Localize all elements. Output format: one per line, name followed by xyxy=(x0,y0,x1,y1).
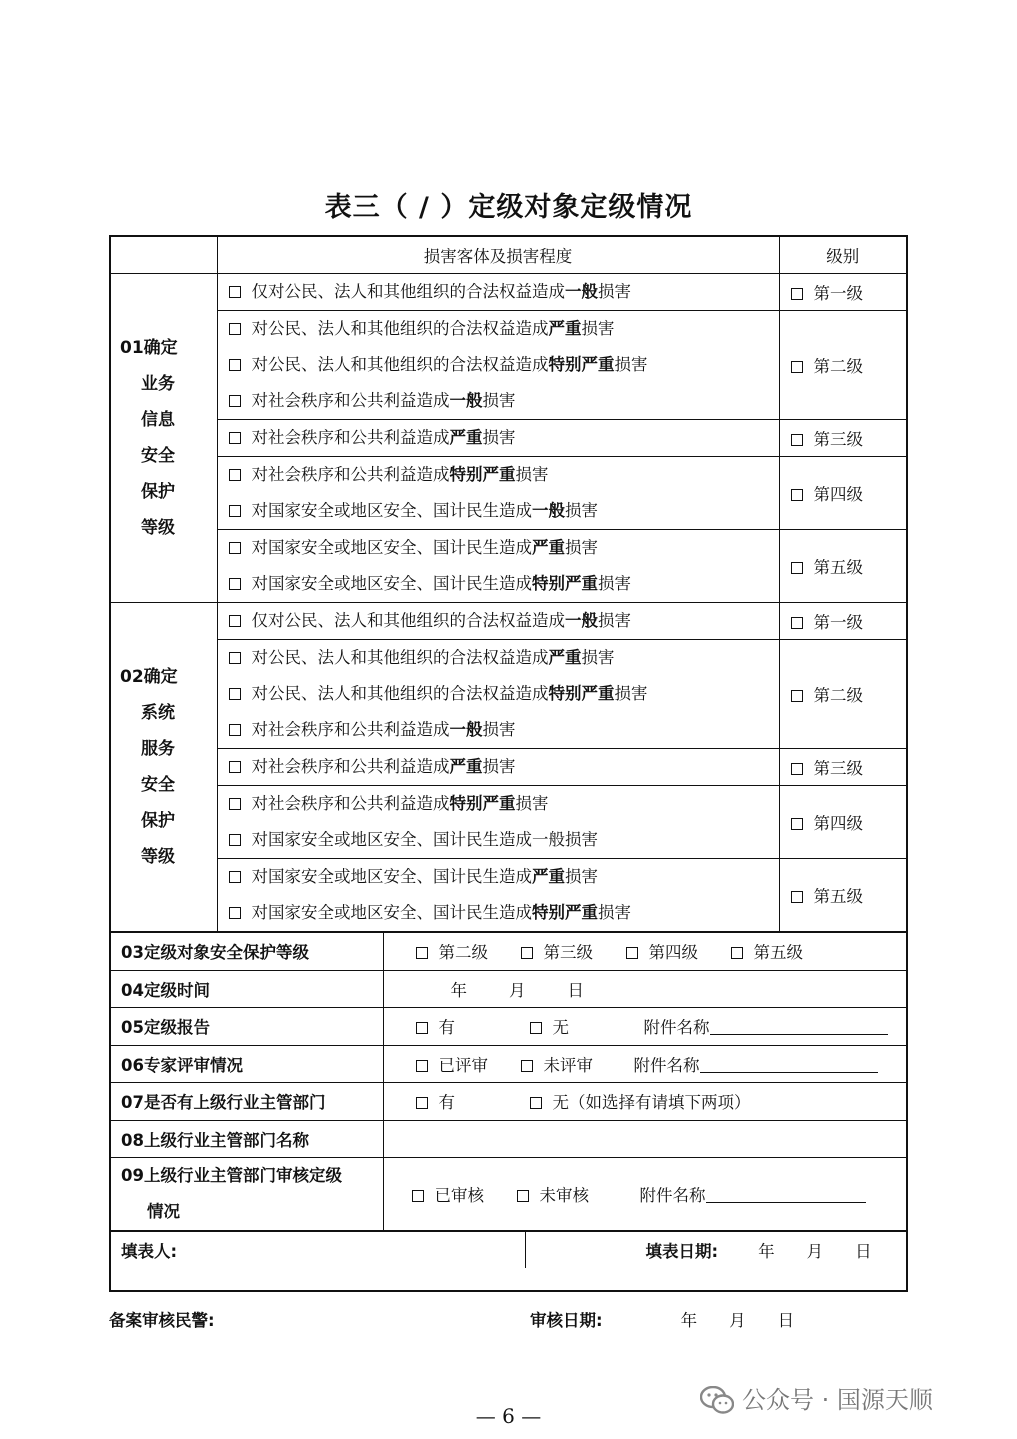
option-reviewed[interactable]: 已评审 xyxy=(416,1056,489,1075)
checkbox-icon[interactable] xyxy=(229,615,241,627)
level-option[interactable]: 第四级 xyxy=(779,457,906,530)
row-label: 09上级行业主管部门审核定级 情况 xyxy=(111,1158,383,1231)
level-option[interactable]: 第二级 xyxy=(779,640,906,749)
row-label: 07是否有上级行业主管部门 xyxy=(111,1083,383,1121)
damage-option[interactable]: 对国家安全或地区安全、国计民生造成特别严重损害 xyxy=(229,895,779,931)
checkbox-icon[interactable] xyxy=(229,286,241,298)
grading-date-field[interactable]: 年 月 日 xyxy=(383,970,906,1008)
damage-criteria-cell xyxy=(217,640,779,749)
checkbox-icon[interactable] xyxy=(791,361,803,373)
level-option[interactable]: 第三级 xyxy=(779,749,906,786)
checkbox-icon[interactable] xyxy=(229,542,241,554)
option-not-reviewed[interactable]: 未评审 xyxy=(521,1056,594,1075)
damage-criteria-cell xyxy=(217,603,779,640)
option-no[interactable]: 无（如选择有请填下两项） xyxy=(530,1093,751,1112)
fill-date-field[interactable]: 填表日期: 年 月 日 xyxy=(525,1232,906,1269)
checkbox-icon[interactable] xyxy=(229,724,241,736)
authority-name-field[interactable] xyxy=(383,1120,906,1158)
section-label: 01确定 业务 信息 安全 保护 等级 xyxy=(111,274,217,603)
checkbox-icon[interactable] xyxy=(229,469,241,481)
checkbox-icon[interactable] xyxy=(791,434,803,446)
checkbox-icon[interactable] xyxy=(416,1060,428,1072)
level-option[interactable]: 第一级 xyxy=(779,274,906,311)
damage-option[interactable]: 对社会秩序和公共利益造成严重损害 xyxy=(229,749,779,785)
checkbox-icon[interactable] xyxy=(530,1022,542,1034)
level-group-row xyxy=(111,603,906,640)
damage-option[interactable]: 对国家安全或地区安全、国计民生造成特别严重损害 xyxy=(229,566,779,602)
checkbox-icon[interactable] xyxy=(731,947,743,959)
level-option[interactable]: 第四级 xyxy=(779,786,906,859)
damage-level-table xyxy=(111,237,906,932)
officer-label: 备案审核民警: xyxy=(109,1311,215,1330)
damage-option[interactable]: 仅对公民、法人和其他组织的合法权益造成一般损害 xyxy=(229,274,779,310)
damage-option[interactable]: 对国家安全或地区安全、国计民生造成严重损害 xyxy=(229,530,779,566)
level-option[interactable]: 第三级 xyxy=(779,420,906,457)
page-number: — 6 — xyxy=(475,1404,542,1428)
row-label: 06专家评审情况 xyxy=(111,1045,383,1083)
row-label: 03定级对象安全保护等级 xyxy=(111,933,383,971)
damage-option[interactable]: 对社会秩序和公共利益造成严重损害 xyxy=(229,420,779,456)
checkbox-icon[interactable] xyxy=(229,652,241,664)
checkbox-icon[interactable] xyxy=(229,395,241,407)
option-level-4[interactable]: 第四级 xyxy=(626,943,699,962)
level-group-row xyxy=(111,457,906,530)
level-group-row xyxy=(111,311,906,420)
watermark: 公众号 · 国源天顺 xyxy=(700,1380,933,1415)
checkbox-icon[interactable] xyxy=(229,688,241,700)
damage-option[interactable]: 对国家安全或地区安全、国计民生造成一般损害 xyxy=(229,493,779,529)
option-no[interactable]: 无 xyxy=(530,1018,570,1037)
row-03 xyxy=(111,933,906,971)
row-label: 04定级时间 xyxy=(111,970,383,1008)
level-group-row xyxy=(111,786,906,859)
grading-form xyxy=(109,235,908,1292)
row-09 xyxy=(111,1158,906,1231)
review-options xyxy=(383,1045,906,1083)
row-04 xyxy=(111,970,906,1008)
filler-table xyxy=(111,1231,906,1268)
option-level-2[interactable]: 第二级 xyxy=(416,943,489,962)
row-label: 05定级报告 xyxy=(111,1008,383,1046)
option-yes[interactable]: 有 xyxy=(416,1018,456,1037)
checkbox-icon[interactable] xyxy=(229,359,241,371)
damage-option[interactable]: 对社会秩序和公共利益造成一般损害 xyxy=(229,383,779,419)
checkbox-icon[interactable] xyxy=(412,1190,424,1202)
report-options xyxy=(383,1008,906,1046)
damage-option[interactable]: 对公民、法人和其他组织的合法权益造成严重损害 xyxy=(229,640,779,676)
damage-criteria-cell xyxy=(217,420,779,457)
checkbox-icon[interactable] xyxy=(791,891,803,903)
checkbox-icon[interactable] xyxy=(229,798,241,810)
checkbox-icon[interactable] xyxy=(791,288,803,300)
row-label: 08上级行业主管部门名称 xyxy=(111,1120,383,1158)
damage-option[interactable]: 对社会秩序和公共利益造成一般损害 xyxy=(229,712,779,748)
checkbox-icon[interactable] xyxy=(791,690,803,702)
corner-cell xyxy=(111,237,217,274)
damage-option[interactable]: 对公民、法人和其他组织的合法权益造成特别严重损害 xyxy=(229,347,779,383)
damage-criteria-cell xyxy=(217,786,779,859)
level-option[interactable]: 第五级 xyxy=(779,530,906,603)
attachment-input[interactable] xyxy=(700,1058,878,1073)
damage-option[interactable]: 对公民、法人和其他组织的合法权益造成特别严重损害 xyxy=(229,676,779,712)
checkbox-icon[interactable] xyxy=(626,947,638,959)
checkbox-icon[interactable] xyxy=(229,505,241,517)
option-yes[interactable]: 有 xyxy=(416,1093,456,1112)
level-group-row xyxy=(111,859,906,932)
approval-options xyxy=(383,1158,906,1231)
form-title: 表三（ / ）定级对象定级情况 xyxy=(324,192,693,223)
damage-option[interactable]: 对社会秩序和公共利益造成特别严重损害 xyxy=(229,457,779,493)
damage-criteria-cell xyxy=(217,311,779,420)
damage-criteria-cell xyxy=(217,530,779,603)
filler-label: 填表人: xyxy=(111,1232,525,1269)
attachment-label: 附件名称 xyxy=(643,1018,710,1038)
section-label: 02确定 系统 服务 安全 保护 等级 xyxy=(111,603,217,932)
damage-header: 损害客体及损害程度 xyxy=(217,237,779,274)
attachment-label: 附件名称 xyxy=(633,1055,700,1075)
checkbox-icon[interactable] xyxy=(229,432,241,444)
attachment-label: 附件名称 xyxy=(639,1186,706,1205)
checkbox-icon[interactable] xyxy=(530,1097,542,1109)
row-06 xyxy=(111,1045,906,1083)
level-header: 级别 xyxy=(779,237,906,274)
row-05 xyxy=(111,1008,906,1046)
level-group-row xyxy=(111,530,906,603)
checkbox-icon[interactable] xyxy=(229,834,241,846)
damage-criteria-cell xyxy=(217,274,779,311)
damage-option[interactable]: 对社会秩序和公共利益造成特别严重损害 xyxy=(229,786,779,822)
damage-option[interactable]: 对公民、法人和其他组织的合法权益造成严重损害 xyxy=(229,311,779,347)
checkbox-icon[interactable] xyxy=(791,617,803,629)
row-08 xyxy=(111,1120,906,1158)
damage-criteria-cell xyxy=(217,457,779,530)
checkbox-icon[interactable] xyxy=(416,1022,428,1034)
authority-options xyxy=(383,1083,906,1121)
checkbox-icon[interactable] xyxy=(521,947,533,959)
checkbox-icon[interactable] xyxy=(229,578,241,590)
checkbox-icon[interactable] xyxy=(791,489,803,501)
fill-date-label: 填表日期: xyxy=(645,1242,719,1261)
checkbox-icon[interactable] xyxy=(791,562,803,574)
level-option[interactable]: 第一级 xyxy=(779,603,906,640)
checkbox-icon[interactable] xyxy=(229,761,241,773)
level-option[interactable]: 第五级 xyxy=(779,859,906,932)
info-table xyxy=(111,932,906,1231)
row-07 xyxy=(111,1083,906,1121)
checkbox-icon[interactable] xyxy=(416,947,428,959)
level-group-row xyxy=(111,749,906,786)
checkbox-icon[interactable] xyxy=(521,1060,533,1072)
attachment-input[interactable] xyxy=(706,1188,866,1203)
checkbox-icon[interactable] xyxy=(791,763,803,775)
checkbox-icon[interactable] xyxy=(229,907,241,919)
option-level-3[interactable]: 第三级 xyxy=(521,943,594,962)
level-group-row xyxy=(111,420,906,457)
damage-option[interactable]: 对国家安全或地区安全、国计民生造成严重损害 xyxy=(229,859,779,895)
option-level-5[interactable]: 第五级 xyxy=(731,943,804,962)
checkbox-icon[interactable] xyxy=(416,1097,428,1109)
review-date: 审核日期: 年 月 日 xyxy=(530,1311,795,1330)
level-options xyxy=(383,933,906,971)
checkbox-icon[interactable] xyxy=(791,818,803,830)
option-approved[interactable]: 已审核 xyxy=(412,1186,485,1205)
damage-option[interactable]: 对国家安全或地区安全、国计民生造成一般损害 xyxy=(229,822,779,858)
level-option[interactable]: 第二级 xyxy=(779,311,906,420)
level-group-row xyxy=(111,274,906,311)
attachment-input[interactable] xyxy=(710,1020,888,1035)
level-group-row xyxy=(111,640,906,749)
option-not-approved[interactable]: 未审核 xyxy=(517,1186,590,1205)
damage-option[interactable]: 仅对公民、法人和其他组织的合法权益造成一般损害 xyxy=(229,603,779,639)
checkbox-icon[interactable] xyxy=(229,871,241,883)
damage-criteria-cell xyxy=(217,859,779,932)
checkbox-icon[interactable] xyxy=(229,323,241,335)
checkbox-icon[interactable] xyxy=(517,1190,529,1202)
damage-criteria-cell xyxy=(217,749,779,786)
